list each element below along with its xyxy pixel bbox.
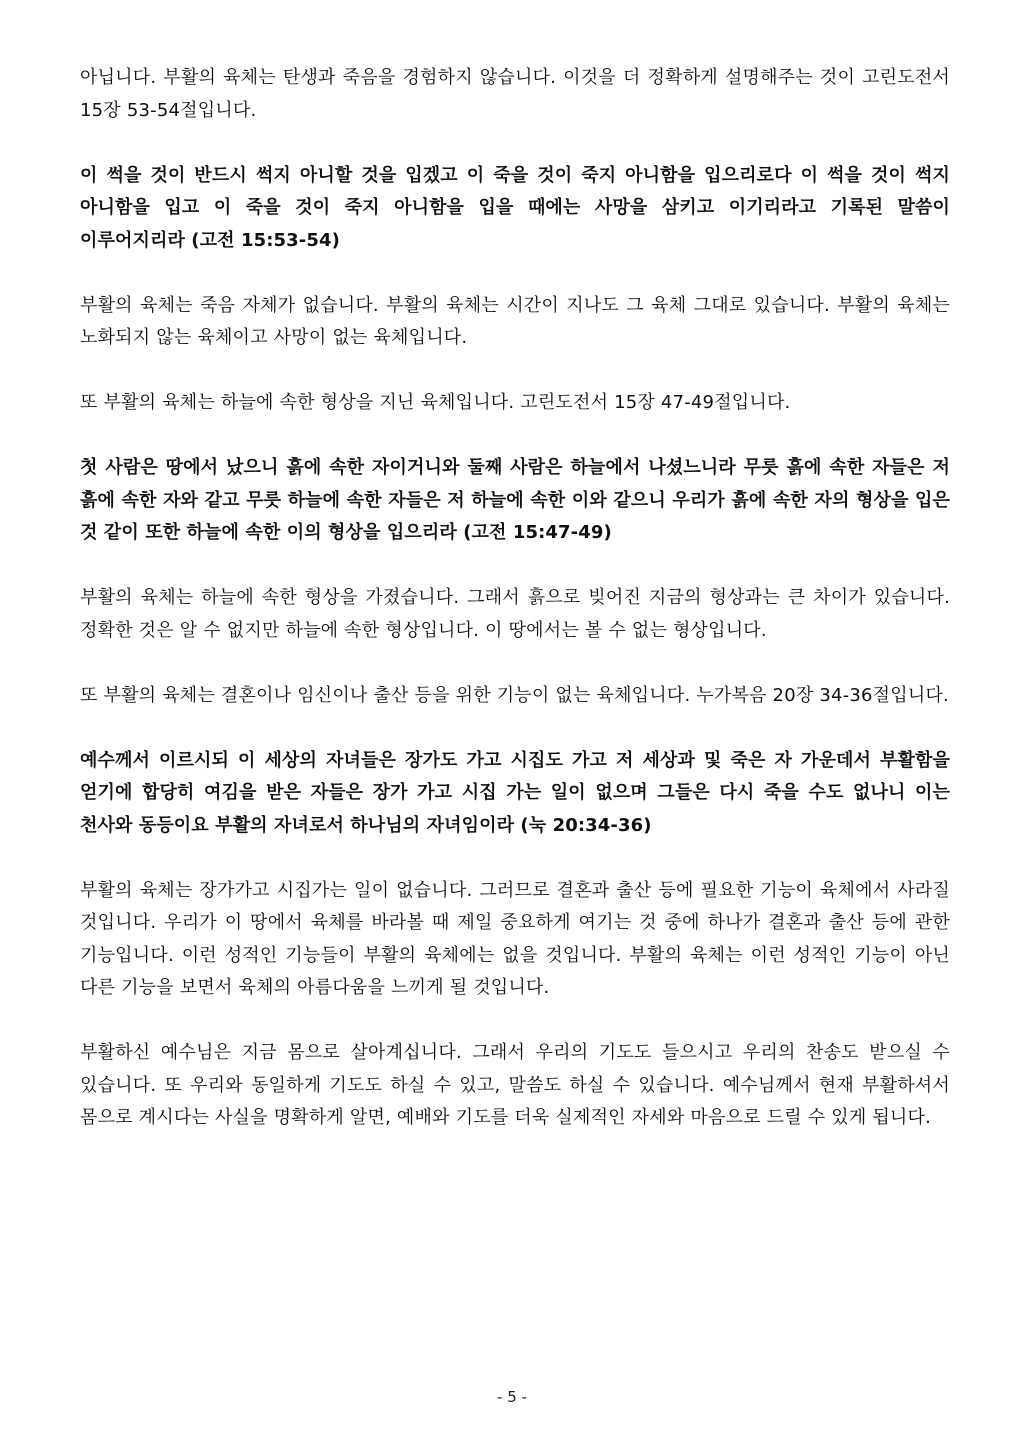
paragraph-gap [80,1005,950,1038]
paragraph-gap [80,647,950,680]
paragraph-gap [80,127,950,160]
paragraph-no-marriage: 또 부활의 육체는 결혼이나 임신이나 출산 등을 위한 기능이 없는 육체입니다. 누가복음 20장 34-36절입니다. [80,684,949,706]
paragraph-gap [80,712,950,745]
paragraph-functions: 부활의 육체는 장가가고 시집가는 일이 없습니다. 그러므로 결혼과 출산 등에 필요한 기능이 육체에서 사라질 것입니다. 우리가 이 땅에서 육체를 바라볼 때 제일 중요하게 여기는 것 중에 하나가 결혼과 출산 등에 관한 기능입니다. 이런 성적인 기능들이 부활의 육체에는 없을 것입니다. 부활의 육체는 이런 성적인 기능이 아닌 다른 기능을 보면서 육체의 아름다움을 느끼게 될 것입니다. [80,879,950,998]
paragraph-heavenly-image: 또 부활의 육체는 하늘에 속한 형상을 지닌 육체입니다. 고린도전서 15장 47-49절입니다. [80,392,791,413]
paragraph-no-death: 부활의 육체는 죽음 자체가 없습니다. 부활의 육체는 시간이 지나도 그 육체 그대로 있습니다. 부활의 육체는 노화되지 않는 육체이고 사망이 없는 육체입니다. [80,294,950,348]
paragraph-intro: 아닙니다. 부활의 육체는 탄생과 죽음을 경험하지 않습니다. 이것을 더 정확하게 설명해주는 것이 고린도전서 15장 53-54절입니다. [80,67,950,121]
scripture-quote-1cor-15-53: 이 썩을 것이 반드시 썩지 아니할 것을 입겠고 이 죽을 것이 죽지 아니함을 입으리로다 이 썩을 것이 썩지 아니함을 입고 이 죽을 것이 죽지 아니함을 입을 때에는 사망을 삼키고 이기리라고 기록된 말씀이 이루어지리라 (고전 15:53-54) [80,164,950,251]
scripture-quote-1cor-15-47: 첫 사람은 땅에서 났으니 흙에 속한 자이거니와 둘째 사람은 하늘에서 나셨느니라 무릇 흙에 속한 자들은 저 흙에 속한 자와 같고 무릇 하늘에 속한 자들은 저 하늘에 속한 이와 같으니 우리가 흙에 속한 자의 형상을 입은 것 같이 또한 하늘에 속한 이의 형상을 입으리라 (고전 15:47-49) [80,457,950,543]
paragraph-gap [80,550,950,583]
paragraph-gap [80,257,950,290]
page-body [80,62,950,1135]
paragraph-heavenly-form: 부활의 육체는 하늘에 속한 형상을 가졌습니다. 그래서 흙으로 빚어진 지금의 형상과는 큰 차이가 있습니다. 정확한 것은 알 수 없지만 하늘에 속한 형상입니다. 이 땅에서는 볼 수 없는 형상입니다. [80,587,950,641]
paragraph-risen-jesus: 부활하신 예수님은 지금 몸으로 살아계십니다. 그래서 우리의 기도도 들으시고 우리의 찬송도 받으실 수 있습니다. 또 우리와 동일하게 기도도 하실 수 있고, 말씀도 하실 수 있습니다. 예수님께서 현재 부활하셔서 몸으로 계시다는 사실을 명확하게 알면, 예배와 기도를 더욱 실제적인 자세와 마음으로 드릴 수 있게 됩니다. [80,1042,950,1128]
paragraph-gap [80,842,950,875]
page-number: - 5 - [497,1388,527,1406]
scripture-quote-luke-20-34: 예수께서 이르시되 이 세상의 자녀들은 장가도 가고 시집도 가고 저 세상과 및 죽은 자 가운데서 부활함을 얻기에 합당히 여김을 받은 자들은 장가 가고 시집 가는 일이 없으며 그들은 다시 죽을 수도 없나니 이는 천사와 동등이요 부활의 자녀로서 하나님의 자녀임이라 (눅 20:34-36) [80,749,950,836]
paragraph-gap [80,420,950,453]
paragraph-gap [80,355,950,388]
